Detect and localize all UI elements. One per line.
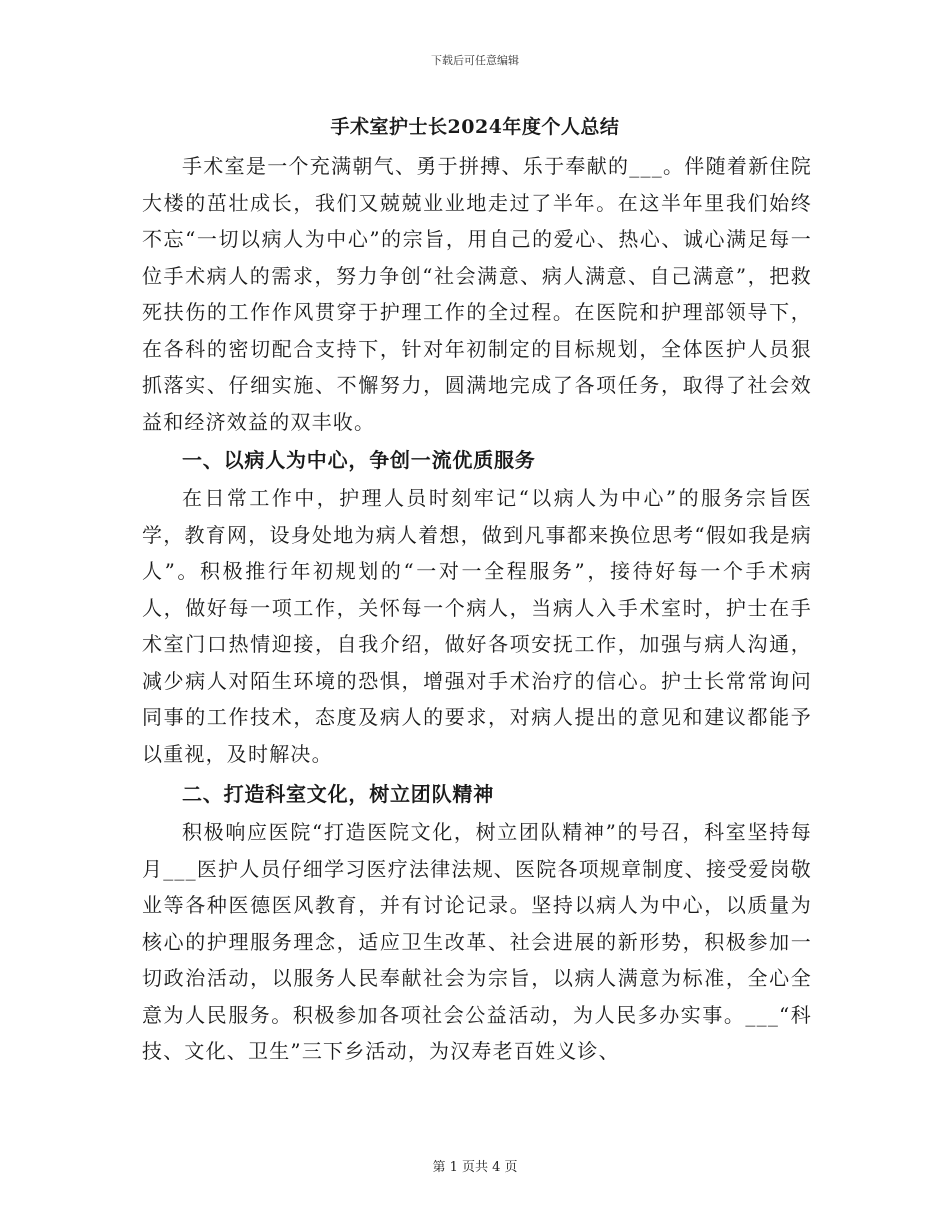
section-1-heading: 一、以病人为中心，争创一流优质服务 [182,448,536,472]
section-2-body: 积极响应医院“打造医院文化，树立团队精神”的号召，科室坚持每月___医护人员仔细学习医疗法律法规、医院各项规章制度、接受爱岗敬业等各种医德医风教育，并有讨论记录。坚持以病人为中心，以质量为核心的护理服务理念，适应卫生改革、社会进展的新形势，积极参加一切政治活动，以服务人民奉献社会为宗旨，以病人满意为标准，全心全意为人民服务。积极参加各项社会公益活动，为人民多办实事。___“科技、文化、卫生”三下乡活动，为汉寿老百姓义诊、 [142,820,812,1063]
section-1-heading-block [142,442,812,479]
document-title: 手术室护士长2024年度个人总结 [330,116,620,138]
intro-paragraph: 手术室是一个充满朝气、勇于拼搏、乐于奉献的___。伴随着新住院大楼的茁壮成长，我们又兢兢业业地走过了半年。在这半年里我们始终不忘“一切以病人为中心”的宗旨，用自己的爱心、热心、诚心满足每一位手术病人的需求，努力争创“社会满意、病人满意、自己满意”，把救死扶伤的工作作风贯穿于护理工作的全过程。在医院和护理部领导下，在各科的密切配合支持下，针对年初制定的目标规划，全体医护人员狠抓落实、仔细实施、不懈努力，圆满地完成了各项任务，取得了社会效益和经济效益的双丰收。 [142,154,812,434]
header-note: 下载后可任意编辑 [431,54,519,67]
intro-paragraph-block [142,148,812,440]
page-number-footer: 第 1 页共 4 页 [432,1160,518,1175]
section-2-heading: 二、打造科室文化，树立团队精神 [182,782,494,806]
section-1-body-block [142,480,812,772]
section-1-body: 在日常工作中，护理人员时刻牢记“以病人为中心”的服务宗旨医学，教育网，设身处地为病人着想，做到凡事都来换位思考“假如我是病人”。积极推行年初规划的“一对一全程服务”，接待好每一个手术病人，做好每一项工作，关怀每一个病人，当病人入手术室时，护士在手术室门口热情迎接，自我介绍，做好各项安抚工作，加强与病人沟通，减少病人对陌生环境的恐惧，增强对手术治疗的信心。护士长常常询问同事的工作技术，态度及病人的要求，对病人提出的意见和建议都能予以重视，及时解决。 [142,486,812,766]
section-2-heading-block [142,776,812,813]
section-2-body-block [142,814,812,1070]
